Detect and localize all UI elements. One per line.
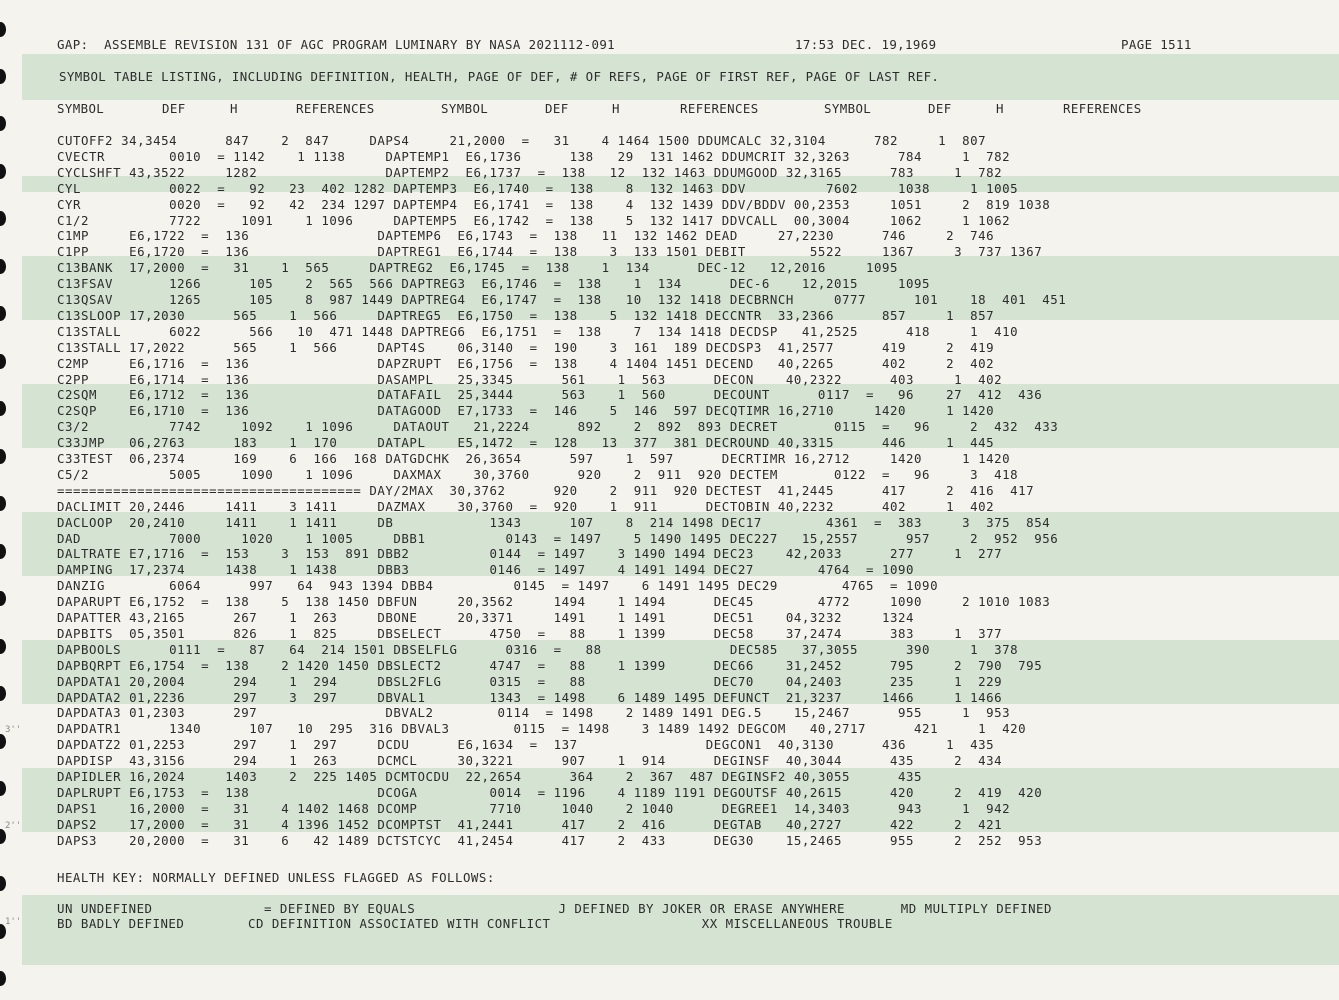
col-header-symbol: SYMBOL <box>824 101 872 116</box>
health-key-line: UN UNDEFINED = DEFINED BY EQUALS J DEFINED BY JOKER OR ERASE ANYWHERE MD MULTIPLY DEFINED <box>57 901 1052 916</box>
feed-hole <box>0 211 6 226</box>
table-row: DAPS3 20,2000 = 31 6 42 1489 DCTSTCYC 41,2454 417 2 433 DEG30 15,2465 955 2 252 953 <box>57 832 1043 848</box>
feed-hole <box>0 354 6 369</box>
table-row: CYR 0020 = 92 42 234 1297 DAPTEMP4 E6,1741 = 138 4 132 1439 DDV/BDDV 00,2353 1051 2 819 1038 <box>57 196 1051 212</box>
feed-hole <box>0 69 6 84</box>
feed-hole <box>0 734 6 749</box>
col-header-health: H <box>996 101 1004 116</box>
table-row: C5/2 5005 1090 1 1096 DAXMAX 30,3760 920 2 911 920 DECTEM 0122 = 96 3 418 <box>57 466 1019 482</box>
feed-hole <box>0 22 6 37</box>
col-header-def: DEF <box>928 101 952 116</box>
table-row: C2MP E6,1716 = 136 DAPZRUPT E6,1756 = 138 4 1404 1451 DECEND 40,2265 402 2 402 <box>57 355 995 371</box>
table-row: DALTRATE E7,1716 = 153 3 153 891 DBB2 0144 = 1497 3 1490 1494 DEC23 42,2033 277 1 277 <box>57 546 1003 562</box>
margin-mark: 2'' <box>5 821 22 831</box>
feed-hole <box>0 829 6 844</box>
table-row: DAPDATR1 1340 107 10 295 316 DBVAL3 0115 = 1498 3 1489 1492 DEGCOM 40,2717 421 1 420 <box>57 721 1027 737</box>
col-header-symbol: SYMBOL <box>57 101 105 116</box>
feed-hole <box>0 781 6 796</box>
col-header-health: H <box>230 101 238 116</box>
table-row: C1MP E6,1722 = 136 DAPTEMP6 E6,1743 = 138 11 132 1462 DEAD 27,2230 746 2 746 <box>57 228 995 244</box>
feed-hole <box>0 306 6 321</box>
feed-hole <box>0 639 6 654</box>
table-row: DAPARUPT E6,1752 = 138 5 138 1450 DBFUN 20,3562 1494 1 1494 DEC45 4772 1090 2 1010 1083 <box>57 594 1051 610</box>
table-row: C13STALL 17,2022 565 1 566 DAPT4S 06,3140 = 190 3 161 189 DECDSP3 41,2577 419 2 419 <box>57 339 995 355</box>
listing-timestamp: 17:53 DEC. 19,1969 <box>795 37 937 52</box>
table-row: DAPBQRPT E6,1754 = 138 2 1420 1450 DBSLECT2 4747 = 88 1 1399 DEC66 31,2452 795 2 790 795 <box>57 657 1043 673</box>
tractor-feed-holes <box>0 0 10 1000</box>
health-key-line: BD BADLY DEFINED CD DEFINITION ASSOCIATED WITH CONFLICT XX MISCELLANEOUS TROUBLE <box>57 916 893 931</box>
listing-header: GAP: ASSEMBLE REVISION 131 OF AGC PROGRAM LUMINARY BY NASA 2021112-091 <box>57 37 616 52</box>
col-header-references: REFERENCES <box>680 101 759 116</box>
table-row: C1PP E6,1720 = 136 DAPTREG1 E6,1744 = 138 3 133 1501 DEBIT 5522 1367 3 737 1367 <box>57 244 1043 260</box>
table-row: DACLIMIT 20,2446 1411 3 1411 DAZMAX 30,3760 = 920 1 911 DECTOBIN 40,2232 402 1 402 <box>57 498 995 514</box>
table-row: DAPIDLER 16,2024 1403 2 225 1405 DCMTOCDU 22,2654 364 2 367 487 DEGINSF2 40,3055 435 <box>57 769 923 784</box>
table-row: C33JMP 06,2763 183 1 170 DATAPL E5,1472 = 128 13 377 381 DECROUND 40,3315 446 1 445 <box>57 435 995 451</box>
table-row: C3/2 7742 1092 1 1096 DATAOUT 21,2224 892 2 892 893 DECRET 0115 = 96 2 432 433 <box>57 419 1059 435</box>
table-row: DAPDATA1 20,2004 294 1 294 DBSL2FLG 0315 = 88 DEC70 04,2403 235 1 229 <box>57 673 1003 689</box>
page-number: PAGE 1511 <box>1121 37 1192 52</box>
table-row: DAPBITS 05,3501 826 1 825 DBSELECT 4750 = 88 1 1399 DEC58 37,2474 383 1 377 <box>57 625 1003 641</box>
table-row: CUTOFF2 34,3454 847 2 847 DAPS4 21,2000 = 31 4 1464 1500 DDUMCALC 32,3104 782 1 807 <box>57 133 987 148</box>
table-row: DAMPING 17,2374 1438 1 1438 DBB3 0146 = 1497 4 1491 1494 DEC27 4764 = 1090 <box>57 562 915 578</box>
table-row: CYCLSHFT 43,3522 1282 DAPTEMP2 E6,1737 = 138 12 132 1463 DDUMGOOD 32,3165 783 1 782 <box>57 164 1003 180</box>
feed-hole <box>0 971 6 986</box>
table-row: DACLOOP 20,2410 1411 1 1411 DB 1343 107 8 214 1498 DEC17 4361 = 383 3 375 854 <box>57 514 1051 530</box>
table-row: DAPDATA2 01,2236 297 3 297 DBVAL1 1343 = 1498 6 1489 1495 DEFUNCT 21,3237 1466 1 1466 <box>57 689 1003 705</box>
table-row: C1/2 7722 1091 1 1096 DAPTEMP5 E6,1742 = 138 5 132 1417 DDVCALL 00,3004 1062 1 1062 <box>57 212 1011 228</box>
col-header-references: REFERENCES <box>1063 101 1142 116</box>
table-row: DAPS2 17,2000 = 31 4 1396 1452 DCOMPTST 41,2441 417 2 416 DEGTAB 40,2727 422 2 421 <box>57 816 1003 832</box>
table-row: DAPBOOLS 0111 = 87 64 214 1501 DBSELFLG 0316 = 88 DEC585 37,3055 390 1 378 <box>57 641 1019 657</box>
table-row: CVECTR 0010 = 1142 1 1138 DAPTEMP1 E6,1736 138 29 131 1462 DDUMCRIT 32,3263 784 1 782 <box>57 148 1011 164</box>
feed-hole <box>0 876 6 891</box>
feed-hole <box>0 686 6 701</box>
feed-hole <box>0 449 6 464</box>
table-row: DANZIG 6064 997 64 943 1394 DBB4 0145 = 1497 6 1491 1495 DEC29 4765 = 1090 <box>57 578 939 594</box>
table-row: C13SLOOP 17,2030 565 1 566 DAPTREG5 E6,1750 = 138 5 132 1418 DECCNTR 33,2366 857 1 857 <box>57 307 995 323</box>
col-header-def: DEF <box>545 101 569 116</box>
table-row: C2SQP E6,1710 = 136 DATAGOOD E7,1733 = 146 5 146 597 DECQTIMR 16,2710 1420 1 1420 <box>57 403 995 419</box>
table-row: DAPDATA3 01,2303 297 DBVAL2 0114 = 1498 2 1489 1491 DEG.5 15,2467 955 1 953 <box>57 705 1011 721</box>
table-row: DAPS1 16,2000 = 31 4 1402 1468 DCOMP 7710 1040 2 1040 DEGREE1 14,3403 943 1 942 <box>57 800 1011 816</box>
table-row: C2SQM E6,1712 = 136 DATAFAIL 25,3444 563 1 560 DECOUNT 0117 = 96 27 412 436 <box>57 387 1043 403</box>
table-row: CYL 0022 = 92 23 402 1282 DAPTEMP3 E6,1740 = 138 8 132 1463 DDV 7602 1038 1 1005 <box>57 180 1019 196</box>
table-row: DAPDATZ2 01,2253 297 1 297 DCDU E6,1634 = 137 DEGCON1 40,3130 436 1 435 <box>57 737 995 753</box>
table-row: C13BANK 17,2000 = 31 1 565 DAPTREG2 E6,1745 = 138 1 134 DEC-12 12,2016 1095 <box>57 260 899 276</box>
feed-hole <box>0 401 6 416</box>
table-row: C33TEST 06,2374 169 6 166 168 DATGDCHK 26,3654 597 1 597 DECRTIMR 16,2712 1420 1 1420 <box>57 451 1011 466</box>
table-row: C2PP E6,1714 = 136 DASAMPL 25,3345 561 1 563 DECON 40,2322 403 1 402 <box>57 371 1003 387</box>
margin-mark: 3'' <box>5 725 22 735</box>
listing-subtitle: SYMBOL TABLE LISTING, INCLUDING DEFINITION, HEALTH, PAGE OF DEF, # OF REFS, PAGE OF FIRST REF, PAGE OF LAST REF. <box>59 69 940 84</box>
table-row: C13STALL 6022 566 10 471 1448 DAPTREG6 E6,1751 = 138 7 134 1418 DECDSP 41,2525 418 1 410 <box>57 323 1019 339</box>
table-row: C13QSAV 1265 105 8 987 1449 DAPTREG4 E6,1747 = 138 10 132 1418 DECBRNCH 0777 101 18 401 451 <box>57 292 1067 307</box>
feed-hole <box>0 116 6 131</box>
feed-hole <box>0 259 6 274</box>
table-row: DAPATTER 43,2165 267 1 263 DBONE 20,3371 1491 1 1491 DEC51 04,3232 1324 <box>57 610 915 625</box>
feed-hole <box>0 164 6 179</box>
feed-hole <box>0 544 6 559</box>
col-header-health: H <box>612 101 620 116</box>
col-header-symbol: SYMBOL <box>441 101 489 116</box>
table-row: DAPLRUPT E6,1753 = 138 DCOGA 0014 = 1196 4 1189 1191 DEGOUTSF 40,2615 420 2 419 420 <box>57 784 1043 800</box>
table-row: C13FSAV 1266 105 2 565 566 DAPTREG3 E6,1746 = 138 1 134 DEC-6 12,2015 1095 <box>57 276 931 292</box>
table-row: ====================================== DAY/2MAX 30,3762 920 2 911 920 DECTEST 41,2445 417 2 416 417 <box>57 482 1035 498</box>
col-header-references: REFERENCES <box>296 101 375 116</box>
col-header-def: DEF <box>162 101 186 116</box>
margin-mark: 1'' <box>5 917 22 927</box>
health-key-title: HEALTH KEY: NORMALLY DEFINED UNLESS FLAGGED AS FOLLOWS: <box>57 870 495 885</box>
table-row: DAD 7000 1020 1 1005 DBB1 0143 = 1497 5 1490 1495 DEC227 15,2557 957 2 952 956 <box>57 530 1059 546</box>
table-row: DAPDISP 43,3156 294 1 263 DCMCL 30,3221 907 1 914 DEGINSF 40,3044 435 2 434 <box>57 753 1003 769</box>
feed-hole <box>0 591 6 606</box>
feed-hole <box>0 496 6 511</box>
